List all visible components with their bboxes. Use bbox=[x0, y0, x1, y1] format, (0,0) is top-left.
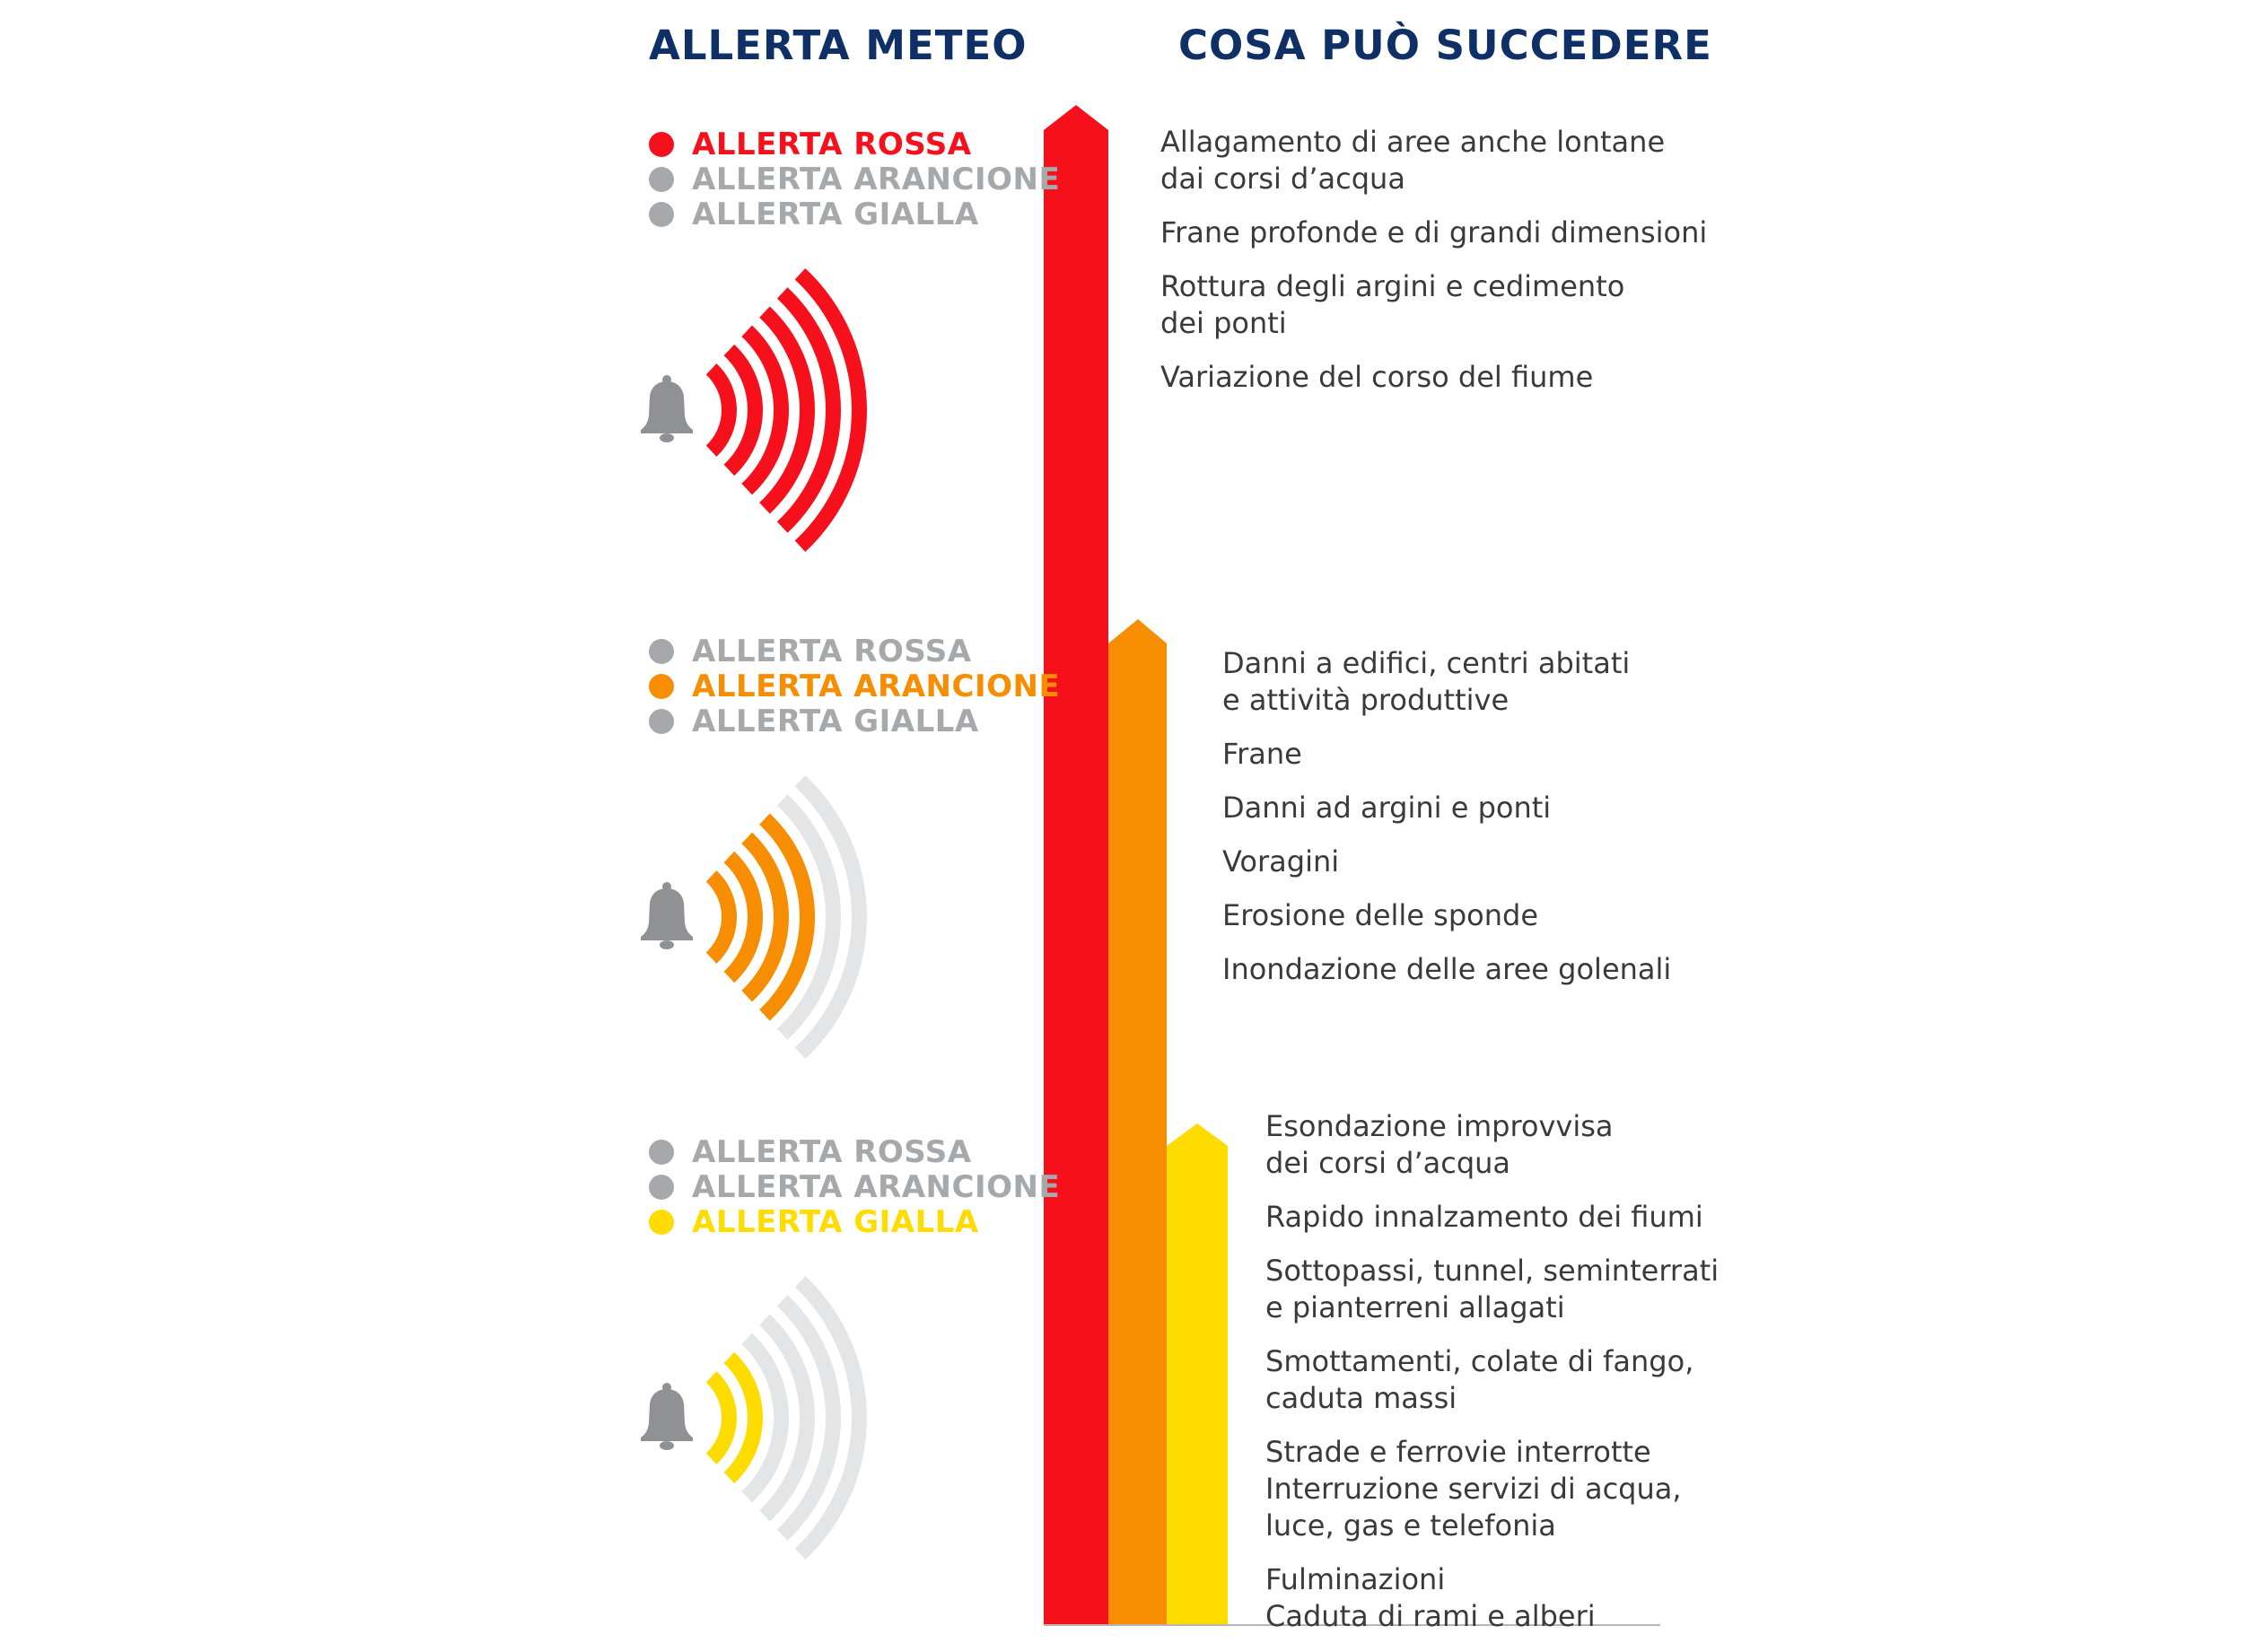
orange-arrow-column bbox=[1108, 619, 1167, 1624]
bell-icon bbox=[641, 882, 693, 949]
alarm-bell-signal-icon bbox=[637, 765, 924, 1070]
effects-list-yellow bbox=[1265, 1108, 1719, 1652]
level-name: ALLERTA GIALLA bbox=[692, 1203, 979, 1240]
effect-item: Danni a edifici, centri abitati e attività produttive bbox=[1222, 646, 1631, 717]
effect-item: Frane profonde e di grandi dimensioni bbox=[1160, 215, 1708, 249]
level-name: ALLERTA ROSSA bbox=[692, 126, 972, 162]
effects-list-orange bbox=[1222, 645, 1671, 1005]
effect-item: Smottamenti, colate di fango, caduta massi bbox=[1265, 1344, 1694, 1415]
effect-item: Strade e ferrovie interrotte Interruzione servizi di acqua, luce, gas e telefonia bbox=[1265, 1435, 1682, 1543]
level-item bbox=[649, 704, 1060, 739]
effect-item: Danni ad argini e ponti bbox=[1222, 791, 1552, 825]
red-arrow-column bbox=[1044, 105, 1108, 1624]
effect-item: Allagamento di aree anche lontane dai corsi d’acqua bbox=[1160, 125, 1666, 196]
level-list-orange-block bbox=[649, 634, 1060, 739]
effect-item: Frane bbox=[1222, 737, 1302, 771]
alarm-bell-signal-icon bbox=[637, 258, 924, 563]
level-dot bbox=[649, 674, 674, 699]
level-name: ALLERTA GIALLA bbox=[692, 196, 979, 232]
level-dot bbox=[649, 1175, 674, 1200]
heading-cosa-puo-succedere: COSA PUÒ SUCCEDERE bbox=[1178, 22, 1712, 69]
effect-item: Fulminazioni Caduta di rami e alberi bbox=[1265, 1562, 1596, 1633]
effect-item: Rottura degli argini e cedimento dei ponti bbox=[1160, 269, 1625, 340]
level-list-yellow-block bbox=[649, 1134, 1060, 1239]
effect-item: Esondazione improvvisa dei corsi d’acqua bbox=[1265, 1109, 1614, 1180]
level-item bbox=[649, 197, 1060, 232]
level-name: ALLERTA ARANCIONE bbox=[692, 161, 1061, 197]
level-item bbox=[649, 669, 1060, 704]
level-item bbox=[649, 1204, 1060, 1239]
level-item bbox=[649, 1169, 1060, 1204]
bell-icon bbox=[641, 375, 693, 442]
level-dot bbox=[649, 202, 674, 227]
level-list-red-block bbox=[649, 127, 1060, 232]
level-dot bbox=[649, 132, 674, 157]
level-item bbox=[649, 634, 1060, 669]
effects-list-red bbox=[1160, 124, 1707, 413]
level-dot bbox=[649, 167, 674, 192]
alarm-bell-signal-icon bbox=[637, 1265, 924, 1570]
level-name: ALLERTA ARANCIONE bbox=[692, 1168, 1061, 1205]
level-dot bbox=[649, 1210, 674, 1235]
effect-item: Inondazione delle aree golenali bbox=[1222, 952, 1672, 986]
effect-item: Rapido innalzamento dei fiumi bbox=[1265, 1200, 1703, 1234]
signal-arc bbox=[706, 870, 737, 964]
level-dot bbox=[649, 639, 674, 664]
effect-item: Voragini bbox=[1222, 844, 1340, 878]
level-dot bbox=[649, 1140, 674, 1165]
level-dot bbox=[649, 709, 674, 734]
level-name: ALLERTA ROSSA bbox=[692, 1133, 972, 1170]
heading-allerta-meteo: ALLERTA METEO bbox=[649, 22, 1028, 69]
signal-arc bbox=[706, 1371, 737, 1464]
bell-icon bbox=[641, 1383, 693, 1450]
signal-arc bbox=[706, 363, 737, 457]
effect-item: Erosione delle sponde bbox=[1222, 898, 1539, 932]
level-name: ALLERTA ARANCIONE bbox=[692, 668, 1061, 704]
level-item bbox=[649, 127, 1060, 162]
effect-item: Variazione del corso del fiume bbox=[1160, 360, 1594, 394]
yellow-arrow-column bbox=[1167, 1123, 1228, 1624]
level-item bbox=[649, 1134, 1060, 1169]
level-name: ALLERTA GIALLA bbox=[692, 703, 979, 739]
effect-item: Sottopassi, tunnel, seminterrati e pianterreni allagati bbox=[1265, 1254, 1720, 1324]
level-name: ALLERTA ROSSA bbox=[692, 633, 972, 669]
level-item bbox=[649, 162, 1060, 197]
